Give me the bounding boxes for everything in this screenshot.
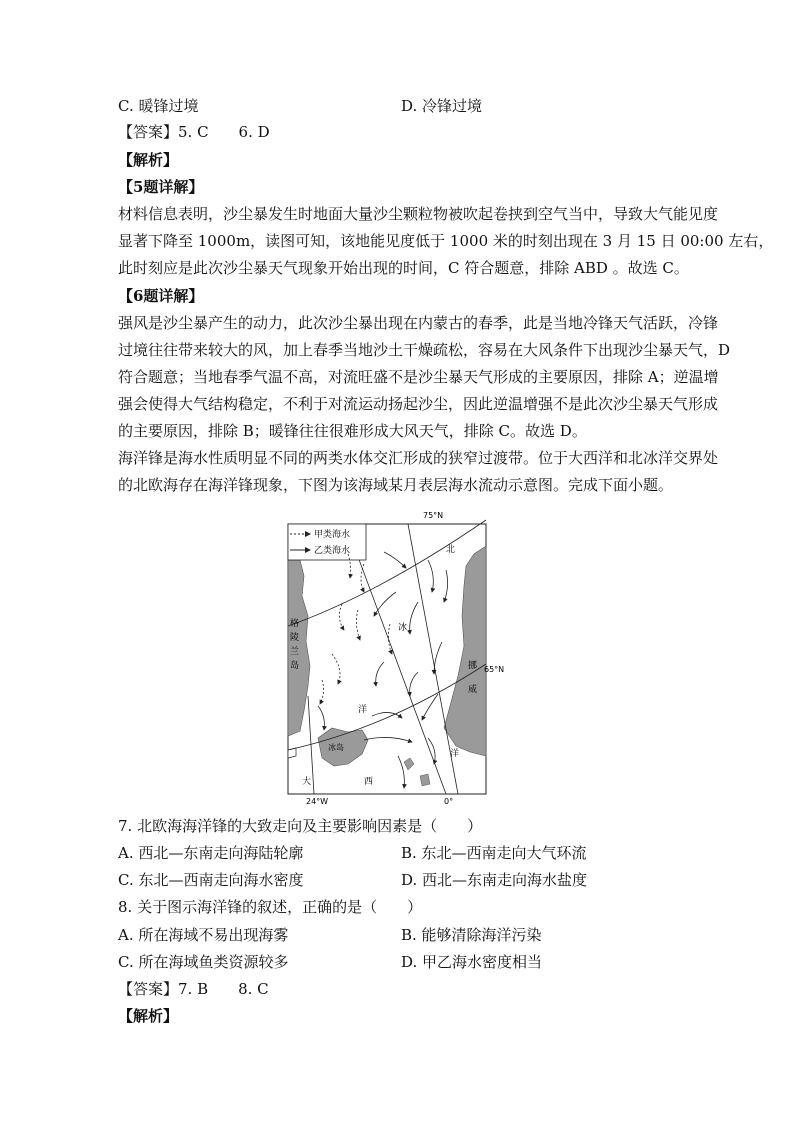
q5-detail-heading: 【5题详解】 <box>118 178 204 196</box>
q8-option-c: C. 所在海域鱼类资源较多 <box>118 953 289 971</box>
bing-label: 冰 <box>398 623 408 633</box>
q5-text-line-2: 显著下降至 1000m，读图可知，该地能见度低于 1000 米的时刻出现在 3 月 15 日 00:00 左右， <box>118 232 774 250</box>
legend-a-label: 甲类海水 <box>314 530 351 540</box>
lon-0-label: 0° <box>444 797 454 806</box>
q8-option-a: A. 所在海域不易出现海雾 <box>118 926 289 944</box>
norway-char-2: 威 <box>468 685 478 695</box>
greenland-char-4: 岛 <box>290 661 300 671</box>
q7-option-a: A. 西北—东南走向海陆轮廓 <box>118 844 304 862</box>
q6-detail-heading: 【6题详解】 <box>118 287 204 305</box>
q6-text-line-3: 符合题意；当地春季气温不高，对流旺盛不是沙尘暴天气形成的主要原因，排除 A；逆温增 <box>118 368 719 386</box>
yang-label-1: 洋 <box>358 705 368 715</box>
bei-label: 北 <box>446 545 456 555</box>
norway-char-1: 挪 <box>468 661 478 671</box>
answer-q7-8: 【答案】7. B 8. C <box>118 980 269 998</box>
q6-text-line-1: 强风是沙尘暴产生的动力，此次沙尘暴出现在内蒙古的春季，此是当地冷锋天气活跃，冷锋 <box>118 314 719 332</box>
ocean-front-map <box>278 506 518 806</box>
shetland-island <box>420 774 430 786</box>
analysis-heading-2: 【解析】 <box>118 1007 179 1025</box>
q7-stem: 7. 北欧海海洋锋的大致走向及主要影响因素是（ ） <box>118 817 483 835</box>
q5-text-line-1: 材料信息表明，沙尘暴发生时地面大量沙尘颗粒物被吹起卷挟到空气当中，导致大气能见度 <box>118 205 719 223</box>
q8-option-d: D. 甲乙海水密度相当 <box>401 953 543 971</box>
greenland-char-3: 兰 <box>290 647 300 657</box>
q5-text-line-3: 此时刻应是此次沙尘暴天气现象开始出现的时间，C 符合题意，排除 ABD 。故选 C。 <box>118 259 689 277</box>
iceland-label: 冰岛 <box>328 743 344 752</box>
lon-24w-label: 24°W <box>306 797 329 806</box>
intro-line-2: 的北欧海存在海洋锋现象，下图为该海域某月表层海水流动示意图。完成下面小题。 <box>118 476 674 494</box>
lat-75n-label: 75°N <box>423 511 444 520</box>
q6-text-line-4: 强会使得大气结构稳定，不利于对流运动扬起沙尘，因此逆温增强不是此次沙尘暴天气形成 <box>118 395 719 413</box>
option-d-q6: D. 冷锋过境 <box>401 97 483 115</box>
legend-b-label: 乙类海水 <box>314 546 351 556</box>
analysis-heading: 【解析】 <box>118 151 179 169</box>
greenland-char-1: 格 <box>290 619 300 629</box>
lat-65n-label: 65°N <box>484 665 505 674</box>
q7-option-d: D. 西北—东南走向海水盐度 <box>401 871 588 889</box>
option-c-q6: C. 暖锋过境 <box>118 97 199 115</box>
xi-label: 西 <box>364 777 374 787</box>
da-label: 大 <box>302 777 312 787</box>
intro-line-1: 海洋锋是海水性质明显不同的两类水体交汇形成的狭窄过渡带。位于大西洋和北冰洋交界处 <box>118 449 719 467</box>
q8-stem: 8. 关于图示海洋锋的叙述，正确的是（ ） <box>118 898 423 916</box>
q6-text-line-5: 的主要原因，排除 B；暖锋往往很难形成大风天气，排除 C。故选 D。 <box>118 422 587 440</box>
q6-text-line-2: 过境往往带来较大的风，加上春季当地沙土干燥疏松，容易在大风条件下出现沙尘暴天气，D <box>118 341 731 359</box>
yang-label-2: 洋 <box>450 749 460 759</box>
greenland-char-2: 陵 <box>290 633 300 643</box>
answer-q5-6: 【答案】5. C 6. D <box>118 123 270 141</box>
q7-option-b: B. 东北—西南走向大气环流 <box>401 844 587 862</box>
q8-option-b: B. 能够清除海洋污染 <box>401 926 542 944</box>
q7-option-c: C. 东北—西南走向海水密度 <box>118 871 304 889</box>
map-drawing <box>278 506 518 806</box>
